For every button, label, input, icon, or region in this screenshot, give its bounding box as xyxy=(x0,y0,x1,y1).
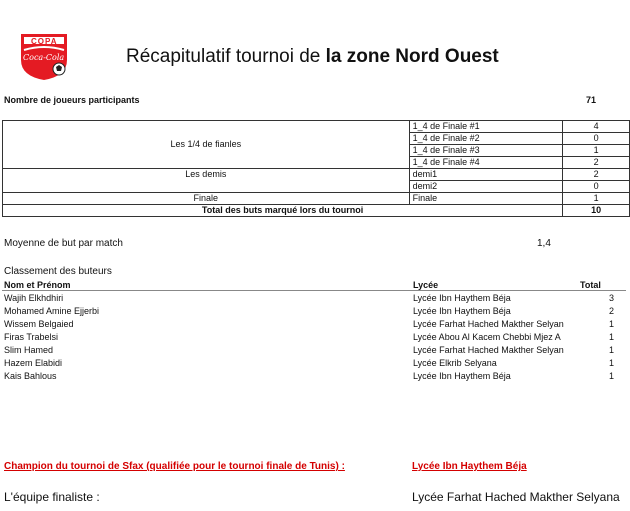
quarter-row-name: 1_4 de Finale #2 xyxy=(409,133,563,145)
quarter-row-name: 1_4 de Finale #1 xyxy=(409,121,563,133)
scorer-name: Wissem Belgaied xyxy=(4,319,74,329)
scorer-name: Hazem Elabidi xyxy=(4,358,63,368)
scorers-section-title: Classement des buteurs xyxy=(4,266,112,277)
quarter-row-value: 4 xyxy=(563,121,630,133)
scorer-school: Lycée Farhat Hached Makther Selyan xyxy=(413,319,564,329)
final-row-name: Finale xyxy=(409,193,563,205)
scorer-total: 2 xyxy=(609,306,615,316)
column-header-school: Lycée xyxy=(413,280,439,290)
final-row-value: 1 xyxy=(563,193,630,205)
scorer-school: Lycée Ibn Haythem Béja xyxy=(413,293,511,303)
average-value: 1,4 xyxy=(537,238,551,249)
semi-row-value: 0 xyxy=(563,181,630,193)
column-header-total: Total xyxy=(580,280,601,290)
scorer-name: Wajih Elkhdhiri xyxy=(4,293,64,303)
header-divider xyxy=(2,290,626,291)
goals-summary-table xyxy=(2,120,630,217)
scorer-school: Lycée Ibn Haythem Béja xyxy=(413,371,511,381)
quarter-row-value: 1 xyxy=(563,145,630,157)
scorer-school: Lycée Elkrib Selyana xyxy=(413,358,497,368)
scorer-name: Firas Trabelsi xyxy=(4,332,59,342)
average-label: Moyenne de but par match xyxy=(4,238,123,249)
quarter-row-value: 0 xyxy=(563,133,630,145)
table-row xyxy=(3,193,630,205)
semi-row-name: demi1 xyxy=(409,169,563,181)
scorer-school: Lycée Abou Al Kacem Chebbi Mjez A xyxy=(413,332,561,342)
logo-copa-text: COPA xyxy=(31,37,58,46)
quarter-row-name: 1_4 de Finale #3 xyxy=(409,145,563,157)
participants-label: Nombre de joueurs participants xyxy=(4,95,140,105)
semi-row-name: demi2 xyxy=(409,181,563,193)
quarter-row-name: 1_4 de Finale #4 xyxy=(409,157,563,169)
scorer-name: Mohamed Amine Ejjerbi xyxy=(4,306,100,316)
page-title-zone: la zone Nord Ouest xyxy=(325,46,499,67)
table-row xyxy=(3,169,630,181)
total-goals-label: Total des buts marqué lors du tournoi xyxy=(3,205,563,217)
total-goals-value: 10 xyxy=(563,205,630,217)
champion-value: Lycée Ibn Haythem Béja xyxy=(412,461,527,472)
scorer-total: 3 xyxy=(609,293,615,303)
column-header-name: Nom et Prénom xyxy=(4,280,71,290)
table-row xyxy=(3,121,630,133)
scorer-name: Slim Hamed xyxy=(4,345,54,355)
semi-finals-label: Les demis xyxy=(3,169,410,193)
page-title-prefix: Récapitulatif tournoi de xyxy=(126,46,326,67)
quarter-row-value: 2 xyxy=(563,157,630,169)
page-title xyxy=(126,46,499,68)
scorer-total: 1 xyxy=(609,371,615,381)
scorer-school: Lycée Ibn Haythem Béja xyxy=(413,306,511,316)
finalist-value: Lycée Farhat Hached Makther Selyana xyxy=(412,490,620,504)
copa-coca-cola-logo xyxy=(15,30,73,82)
finalist-label: L'équipe finaliste : xyxy=(4,490,100,504)
participants-value: 71 xyxy=(586,95,597,105)
semi-row-value: 2 xyxy=(563,169,630,181)
table-row xyxy=(3,205,630,217)
scorer-total: 1 xyxy=(609,332,615,342)
logo-brand-script: Coca-Cola xyxy=(23,53,65,62)
scorer-total: 1 xyxy=(609,319,615,329)
quarter-finals-label: Les 1/4 de fianles xyxy=(3,121,410,169)
scorer-total: 1 xyxy=(609,345,615,355)
scorer-total: 1 xyxy=(609,358,615,368)
scorer-name: Kais Bahlous xyxy=(4,371,57,381)
champion-label: Champion du tournoi de Sfax (qualifiée pour le tournoi finale de Tunis) : xyxy=(4,461,345,472)
scorer-school: Lycée Farhat Hached Makther Selyan xyxy=(413,345,564,355)
final-label: Finale xyxy=(3,193,410,205)
